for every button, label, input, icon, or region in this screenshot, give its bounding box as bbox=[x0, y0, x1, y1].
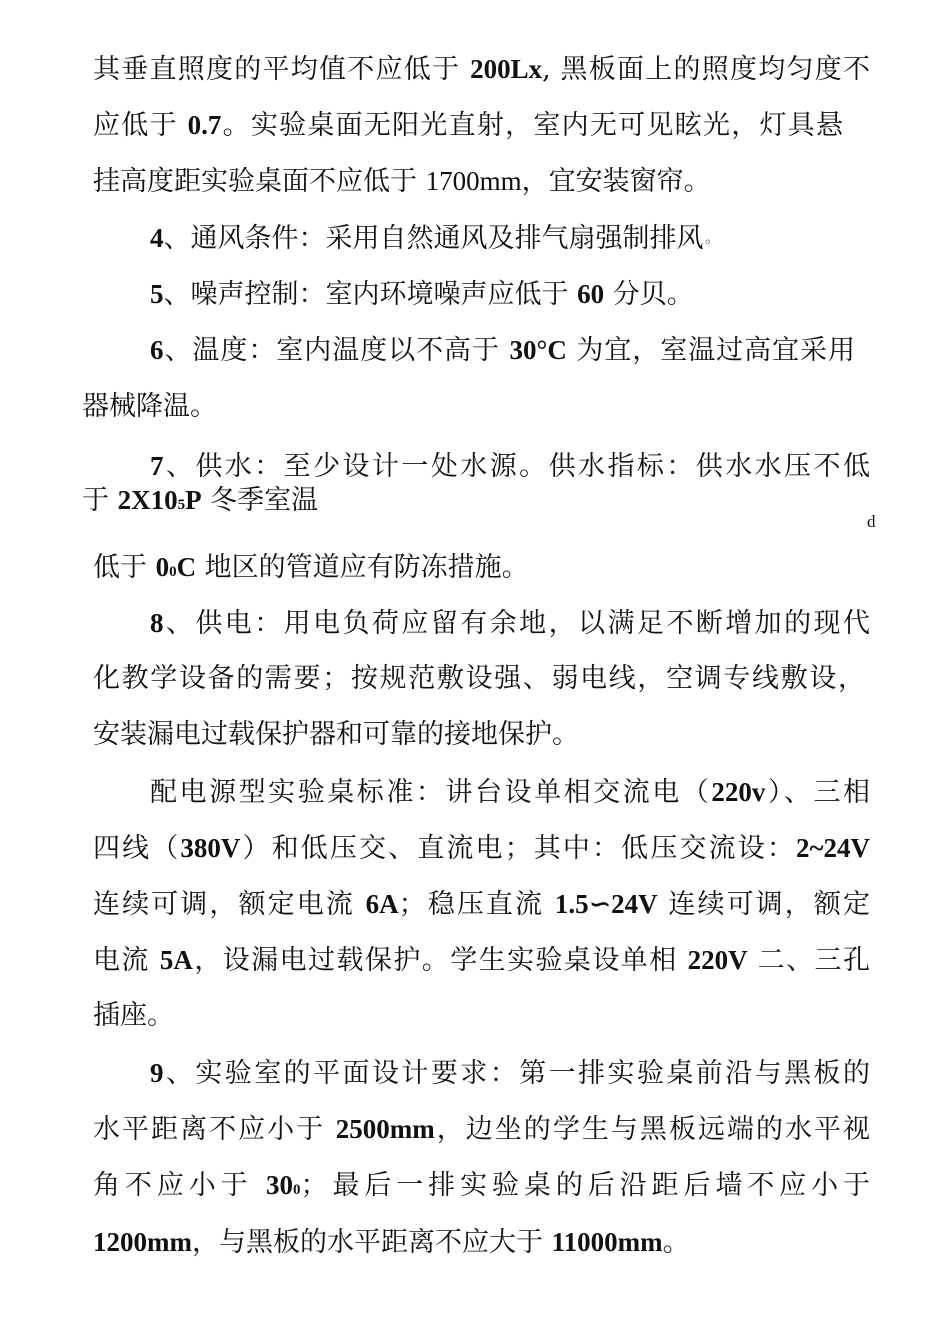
text-line: 角不应小于 300；最后一排实验桌的后沿距后墙不应小于 bbox=[93, 1170, 870, 1201]
text-line: 四线（380V）和低压交、直流电；其中：低压交流设：2~24V bbox=[93, 833, 871, 864]
section-6-temperature: 6、温度：室内温度以不高于 30°C 为宜，室温过高宜采用 bbox=[150, 335, 855, 366]
section-9-layout: 9、实验室的平面设计要求：第一排实验桌前沿与黑板的 bbox=[150, 1058, 870, 1089]
text-line: 1200mm，与黑板的水平距离不应大于 11000mm。 bbox=[93, 1227, 690, 1258]
text-line: 水平距离不应小于 2500mm，边坐的学生与黑板远端的水平视 bbox=[93, 1114, 870, 1145]
text-line: 化教学设备的需要；按规范敷设强、弱电线，空调专线敷设， bbox=[93, 663, 865, 694]
section-8-power-supply: 8、供电：用电负荷应留有余地，以满足不断增加的现代 bbox=[150, 608, 870, 639]
section-7-water-supply: 7、供水：至少设计一处水源。供水指标：供水水压不低 bbox=[150, 451, 870, 482]
text-line: 电流 5A，设漏电过载保护。学生实验桌设单相 220V 二、三孔 bbox=[93, 945, 870, 976]
text-line: 配电源型实验桌标准：讲台设单相交流电（220v）、三相 bbox=[150, 777, 871, 808]
text-line: 低于 00C 地区的管道应有防冻措施。 bbox=[93, 552, 529, 583]
footnote-mark: d bbox=[867, 512, 876, 531]
section-4-ventilation: 4、通风条件：采用自然通风及排气扇强制排风◦ bbox=[150, 223, 712, 254]
text-line: 安装漏电过载保护器和可靠的接地保护。 bbox=[93, 719, 579, 750]
text-line: 应低于 0.7。实验桌面无阳光直射，室内无可见眩光，灯具悬 bbox=[93, 110, 843, 141]
text-line: 其垂直照度的平均值不应低于 200Lx, 黑板面上的照度均匀度不 bbox=[93, 54, 870, 85]
text-line: 于 2X105P 冬季室温 bbox=[82, 485, 319, 516]
section-5-noise: 5、噪声控制：室内环境噪声应低于 60 分贝。 bbox=[150, 279, 694, 310]
text-line: 插座。 bbox=[93, 1000, 174, 1031]
text-line: 连续可调，额定电流 6A；稳压直流 1.5∽24V 连续可调，额定 bbox=[93, 889, 870, 920]
text-line: 挂高度距实验桌面不应低于 1700mm，宜安装窗帘。 bbox=[93, 166, 711, 197]
text-line: 器械降温。 bbox=[82, 391, 217, 422]
